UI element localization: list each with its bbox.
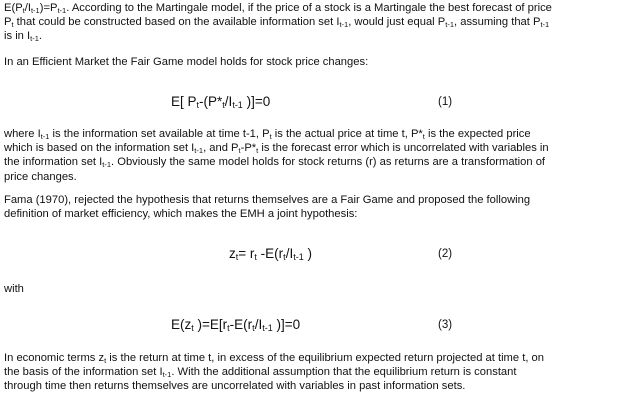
text-line: $E(P_t/I_{t-1})=P_{t-1}$. According to the Martingale model, if the price of a stock is a Martingale the best forecast of price xyxy=(4,2,552,15)
text-line: Fama (1970), rejected the hypothesis that returns themselves are a Fair Game and proposed the following xyxy=(4,194,531,206)
text-line: the basis of the information set $I_{t-1}$. With the additional assumption that the equilibrium return is constant xyxy=(4,366,517,380)
text-line: price changes. xyxy=(4,170,77,183)
text-line: In an Efficient Market the Fair Game model holds for stock price changes: xyxy=(4,56,369,68)
text-line: with xyxy=(4,283,24,295)
text-line: where $I_{t-1}$ is the information set available at time t-1, $P_t$ is the actual price at time t, $P*_t$ is the expected price xyxy=(4,128,531,141)
text-line: In economic terms $z_t$ is the return at time t, in excess of the equilibrium expected return projected at time t, on xyxy=(4,352,544,365)
equation-3: $E(z_t$ )$=E[r_t-E(r_t/I_{t-1}$ )]=0 xyxy=(171,317,301,333)
text-line: $P_t$ that could be constructed based on the available information set $I_{t-1}$, would just equal $P_{t-1}$, assuming that $P_{t-1}$ xyxy=(4,16,550,30)
equation-2-number: (2) xyxy=(438,248,453,260)
text-line: is in $I_{t-1}$. xyxy=(4,30,42,44)
text-line: which is based on the information set $I_{t-1}$, and $P_t-P*_t$ is the forecast error which is uncorrelated with variables in xyxy=(4,142,549,156)
equation-1: E[ $P_t-(P*_t/I_{t-1}$ )]=0 xyxy=(171,94,271,110)
fair-game-intro xyxy=(4,55,618,69)
equation-2: $z_t= r_t$ $-E(r_t/I_{t-1}$ ) xyxy=(229,246,312,262)
text-line: the information set $I_{t-1}$. Obviously the same model holds for stock returns (r) as returns are a transformation of xyxy=(4,156,546,170)
definitions-paragraph xyxy=(4,127,618,184)
economic-terms-paragraph xyxy=(4,351,618,394)
with-label xyxy=(4,282,618,296)
text-line: through time then returns themselves are uncorrelated with variables in past information sets. xyxy=(4,380,466,393)
text-line: definition of market efficiency, which makes the EMH a joint hypothesis: xyxy=(4,208,358,221)
equation-3-number: (3) xyxy=(438,319,453,331)
equation-1-number: (1) xyxy=(438,96,453,108)
martingale-paragraph xyxy=(4,1,618,44)
fama-paragraph xyxy=(4,193,618,221)
